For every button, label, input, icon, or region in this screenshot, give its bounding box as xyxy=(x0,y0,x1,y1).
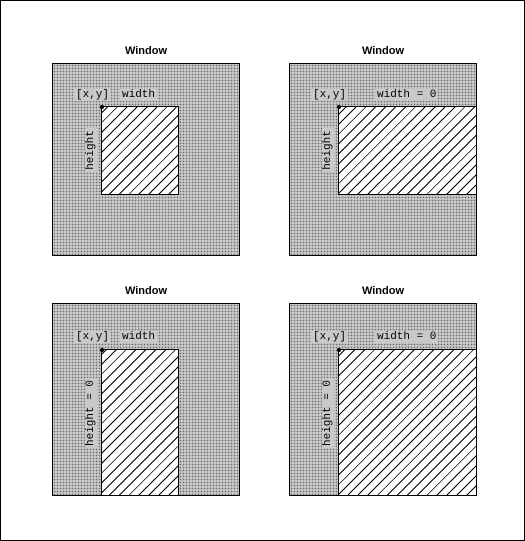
width-label: width = 0 xyxy=(377,89,437,101)
origin-point xyxy=(337,348,341,352)
width-label: width xyxy=(122,89,156,101)
diagram-panel-3 xyxy=(52,285,240,505)
origin-point xyxy=(100,105,104,109)
height-label: height xyxy=(322,130,334,170)
rectangle-area xyxy=(338,106,477,195)
diagram-panel-2 xyxy=(289,45,477,265)
window-area xyxy=(52,63,240,256)
height-label: height xyxy=(85,130,97,170)
origin-label: [x,y] xyxy=(76,331,110,343)
width-label: width = 0 xyxy=(377,331,437,343)
rectangle-area xyxy=(338,349,477,496)
diagram-panel-4 xyxy=(289,285,477,505)
origin-label: [x,y] xyxy=(76,89,110,101)
diagram-panel-1 xyxy=(52,45,240,265)
rectangle-area xyxy=(101,349,179,496)
origin-label: [x,y] xyxy=(313,89,347,101)
window-title: Window xyxy=(361,45,405,57)
window-area xyxy=(289,303,477,496)
origin-label: [x,y] xyxy=(313,331,347,343)
rectangle-area xyxy=(101,106,179,195)
height-label: height = 0 xyxy=(322,379,334,447)
height-label: height = 0 xyxy=(85,379,97,447)
origin-point xyxy=(337,105,341,109)
window-title: Window xyxy=(124,45,168,57)
window-area xyxy=(289,63,477,256)
window-title: Window xyxy=(124,285,168,297)
window-title: Window xyxy=(361,285,405,297)
window-area xyxy=(52,303,240,496)
width-label: width xyxy=(122,331,156,343)
origin-point xyxy=(100,348,104,352)
